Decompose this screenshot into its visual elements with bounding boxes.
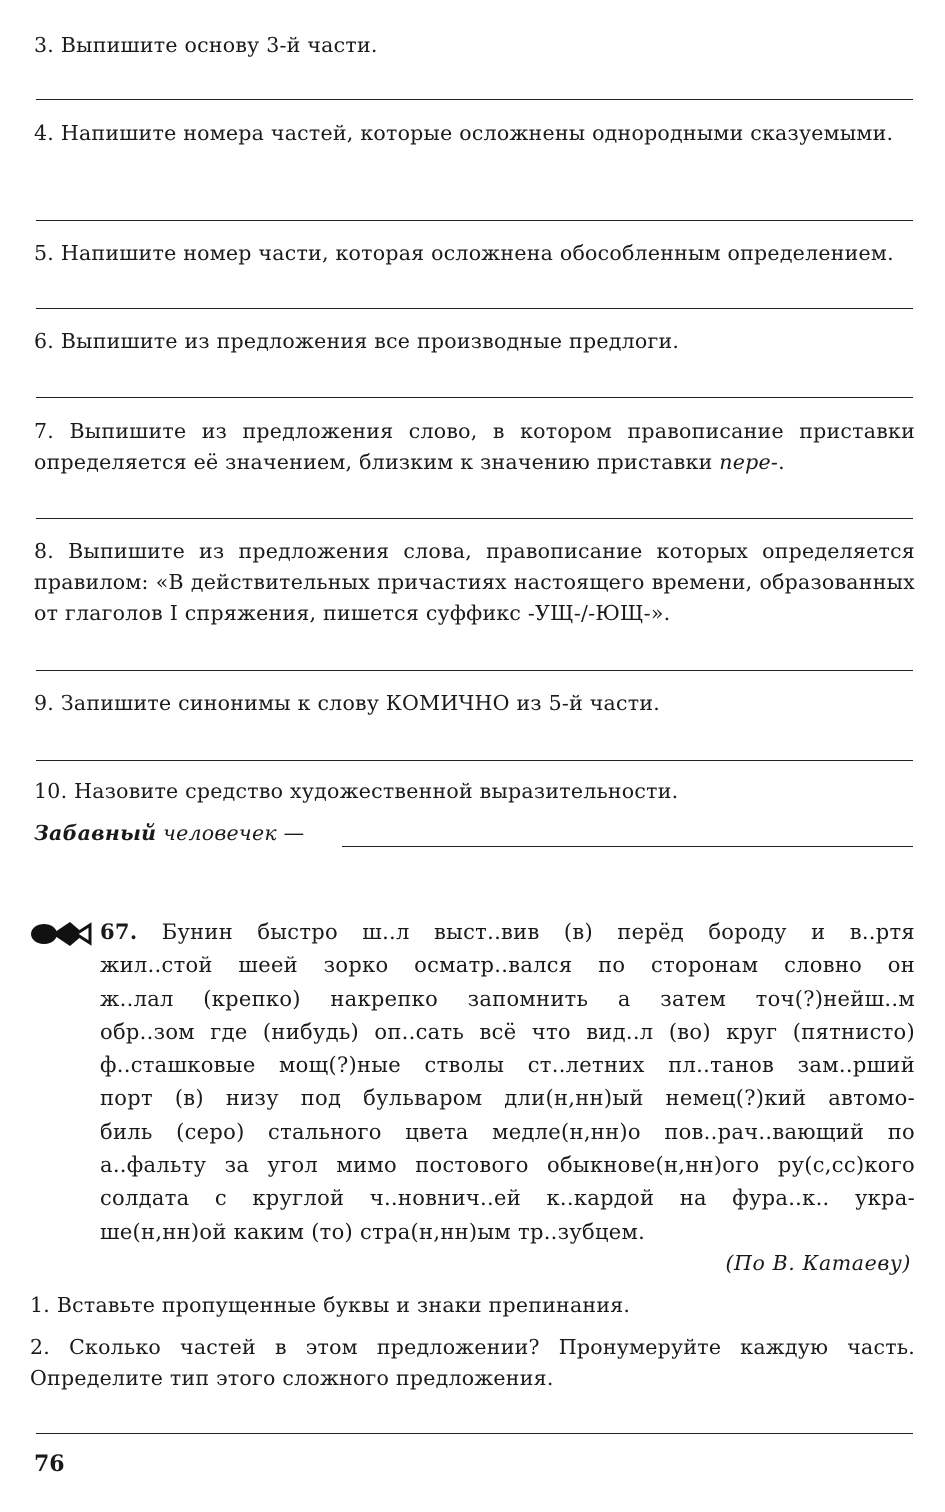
exercise-number: 67. [100,919,138,944]
answer-line-9[interactable] [36,760,913,761]
answer-line-4[interactable] [36,220,913,221]
question-3: 3. Выпишите основу 3-й части. [34,33,378,57]
question-6: 6. Выпишите из предложения все производные предлоги. [34,329,680,353]
exercise-67 [100,915,915,1249]
exercise-line: ф..сташковые мощ(?)ные стволы ст..летних пл..танов зам..рший [100,1053,915,1078]
answer-line-3[interactable] [36,99,913,100]
source-attribution: (По В. Катаеву) [725,1251,911,1275]
question-4: 4. Напишите номера частей, которые осложнены однородными сказуемыми. [34,121,894,145]
question-9: 9. Запишите синонимы к слову КОМИЧНО из 5-й части. [34,691,661,715]
exercise-line: жил..стой шеей зорко осматр..вался по сторонам словно он [100,953,915,978]
exercise-marker-icon [30,920,94,948]
task-1: 1. Вставьте пропущенные буквы и знаки препинания. [30,1293,631,1317]
exercise-line: обр..зом где (нибудь) оп..сать всё что вид..л (во) круг (пятнисто) [100,1019,915,1044]
exercise-line: солдата с круглой ч..новнич..ей к..кардой на фура..к.. укра- [100,1186,915,1211]
answer-line-8[interactable] [36,670,913,671]
question-10-phrase-bold: Забавный [34,821,157,845]
question-5: 5. Напишите номер части, которая осложнена обособленным определением. [34,241,894,265]
task-2: 2. Сколько частей в этом предложении? Пронумеруйте каждую часть. Определите тип этого сложного предложения. [30,1335,915,1390]
exercise-line: биль (серо) стального цвета медле(н,нн)о пов..рач..вающий по [100,1119,915,1144]
answer-line-5[interactable] [36,308,913,309]
answer-line-task-2[interactable] [36,1433,913,1434]
exercise-line: ж..лал (крепко) накрепко запомнить а затем точ(?)нейш..м [100,986,915,1011]
answer-line-7[interactable] [36,518,913,519]
exercise-line: ше(н,нн)ой каким (то) стра(н,нн)ым тр..зубцем. [100,1219,646,1244]
answer-line-10[interactable] [342,846,913,847]
exercise-line: порт (в) низу под бульваром дли(н,нн)ый немец(?)кий автомо- [100,1086,915,1111]
question-10-phrase [34,818,304,849]
question-7-end: . [778,450,785,474]
question-7 [34,416,915,478]
page-number: 76 [34,1451,65,1477]
exercise-line: 67. Бунин быстро ш..л выст..вив (в) перёд бороду и в..ртя [100,919,915,944]
question-10: 10. Назовите средство художественной выразительности. [34,779,679,803]
question-8: 8. Выпишите из предложения слова, правописание которых определяется правилом: «В действительных причастиях настоящего времени, образованных от глаголов I спряжения, пишется суффикс -УЩ-/-ЮЩ-». [34,539,915,625]
question-7-text: 7. Выпишите из предложения слово, в котором правописание приставки определяется её значением, близким к значению приставки [34,419,915,474]
exercise-line: а..фальту за угол мимо постового обыкнове(н,нн)ого ру(с,сс)кого [100,1153,915,1178]
answer-line-6[interactable] [36,397,913,398]
question-7-prefix: пере- [719,450,779,474]
question-10-phrase-rest: человечек — [156,821,305,845]
